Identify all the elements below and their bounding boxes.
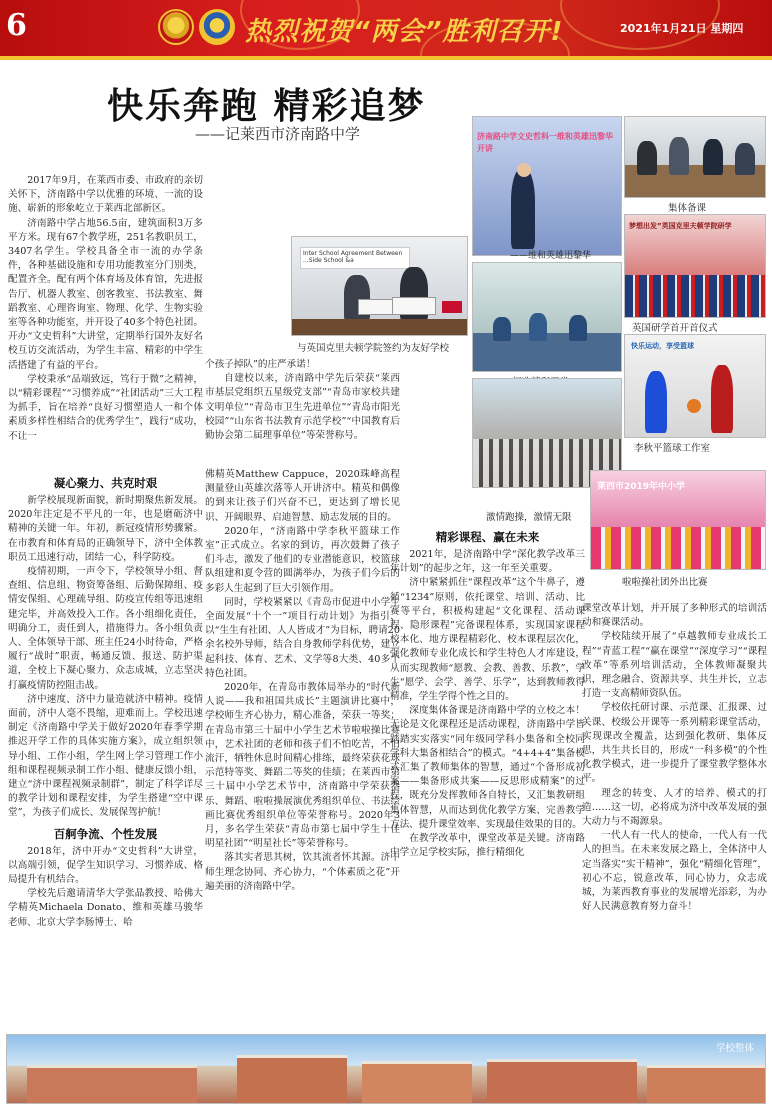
section-heading: 凝心聚力、共克时艰 [53,476,158,490]
intro-paragraph: 学校秉承“品端致远，笃行于微”之精神，以“精彩课程”“习惯养成”“社团活动”三大工程为抓手，旨在培养“良好习惯塑造人一和个体素质多样性相结合的优秀学生”，践行“成功，不让一 [8,373,203,442]
intro-paragraph: 2017年9月，在莱西市委、市政府的亲切关怀下，济南路中学以优雅的环境、一流的设施、崭新的形象屹立于莱西北部新区。 [8,175,203,215]
intro-column [8,174,203,466]
section-one-column [8,470,203,1030]
collective-prep-photo [624,116,766,198]
section-paragraph: 佛精英Matthew Cappuce，2020珠峰高程测量登山英雄次落等人开讲济中。精英和偶像的到来让孩子们兴奋不已，更达到了增长见识、开阔眼界、启迪智慧、励志发展的目的。 [205,469,400,523]
article-subheadline: ——记莱西市济南路中学 [195,125,361,143]
section-heading: 百舸争流、个性发展 [53,826,158,841]
intro-paragraph: 个孩子掉队”的庄严承诺！ [205,359,316,370]
campus-caption: 学校整体 [716,1043,755,1054]
intro-continuation [205,358,400,458]
section-paragraph: 课堂改革计划，并开展了多种形式的培训活动和赛课活动。 [582,603,767,629]
article-headline: 快乐奔跑 精彩追梦 [107,85,426,127]
basketball-photo [624,334,766,438]
section-paragraph: 理念的转变、人才的培养、模式的打造……这一切，必将成为济中改革发展的强大动力与不竭源泉。 [582,787,767,828]
national-emblem-icon [158,9,194,45]
section-paragraph: 新学校展现新面貌，新时期聚焦新发展。2020年注定是不平凡的一年，也是磨砺济中精神的关键一年。年初，新冠疫情形势骤紧。在市教育和体育局的正确领导下，济中全体教职员工迅速行动，团结一心，科学防疫。 [8,495,203,563]
section-paragraph: 疫情初期，一声令下，学校领导小组、督查组、信息组、物资筹备组、后勤保障组、疫情安保组、心理疏导组、防疫宣传组等迅速组建完毕，并高效投入工作。各小组细化责任，明确分工，责任到人，措施得力。各小组负责人、全体领导干部、班主任24小时待命，严格履行“战时”职责，畅通反馈、报送、防护渠道，全校上下凝心聚力、众志成城，立志坚决打赢疫情防控阻击战。 [8,566,203,691]
banner-title: 热烈祝贺“两会”胜利召开! [245,17,564,47]
signing-photo [291,236,468,336]
section-paragraph: 济中速度、济中力量造就济中精神。疫情面前，济中人毫不畏缩，迎难而上。学校迅速制定《济南路中学关于做好2020年春季学期推迟开学工作的具体实施方案》，成立组织领导小组、工作小组，学生网上学习管理工作小组和课程视频录制工作小组、健康反馈小组，建立“济中课程视频录制群”，制定了科学详尽的教学计划和课程安排，为学生搭建“空中课堂”，为孩子们成长、发展保驾护航！ [8,693,203,819]
section-paragraph: 学校陆续开展了“卓越教师专业成长工程”“青蓝工程”“赢在课堂”“深度学习”“课程改革”等系列培训活动，全体教师凝聚共识，理念融合、资源共享、共生并长，立志打造一支高精师资队伍。 [582,631,767,700]
british-caption: 英国研学首开首仪式 [632,323,718,334]
section-four-column [582,602,767,1030]
issue-date: 2021年1月21日 星期四 [620,22,744,35]
section-paragraph: 在教学改革中，课堂改革是关键。济南路中学立足学校实际，推行精细化 [390,833,585,859]
cheerleading-caption: 啦啦操社团外出比赛 [622,577,708,588]
cheer-banner-text: 莱西市2019年中小学 [597,482,686,492]
signing-caption: 与英国克里夫顿学院签约为友好学校 [297,343,450,354]
section-paragraph: 落其实者思其树，饮其流者怀其源。济中师生理念协同、齐心协力，“个体素质之花”开遍美丽的济南路中学。 [205,852,400,892]
running-caption: 激情跑操，激情无限 [486,512,572,523]
hero-lecture-photo [472,116,622,256]
signing-sign: Inter School Agreement Between ...Side School &a [300,247,410,269]
basketball-caption: 李秋平篮球工作室 [634,443,711,454]
cheerleading-photo [590,470,766,570]
section-paragraph: 深度集体备课是济南路中学的立校之本！无论是文化课程还是活动课程，济南路中学皆踏踏实实落实“同年级同学科小集备和全校同学科大集备相结合”的模式。“4+4+4”集备模式汇集了教师集体的智慧，通过“个备形成初案——集备形成共案——反思形成精案”的过程，既充分发挥教师各自特长，又汇集教研组集体智慧，从而达到优化教学方案、完善教学方法、提升课堂效率、实现最佳效果的目的。 [390,705,585,830]
hero-banner-text: 济南路中学文史哲科一维和英雄迅黎华开讲 [477,132,613,153]
section-paragraph: 一代人有一代人的使命，一代人有一代人的担当。在未来发展之路上，全体济中人定当落实“实干精神”，强化“精细化管理”，初心不忘，锐意改革，同心协力，众志成城，为莱西教育事业的发展增光添彩，为办好人民满意教育努力奋斗！ [582,830,767,913]
section-two-column [205,468,400,1030]
section-paragraph: 学校依托研讨课、示范课、汇报课、过关课、校级公开课等一系列精彩课堂活动，实现课改全覆盖，达到强化教研、集体反思，共生共长目的，形成“一科多模”的个性化教学模式，进一步提升了课堂教学整体水平。 [582,702,767,785]
british-ceremony-photo [624,214,766,318]
basketball-banner-text: 快乐运动，享受篮球 [631,342,694,350]
section-paragraph: 2021年，是济南路中学“深化教学改革三年计划”的起步之年，这一年至关重要。 [390,549,585,575]
banner-gold-strip [0,56,772,60]
hero-caption: ——维和英雄迅黎华 [510,251,592,261]
section-heading: 精彩课程、赢在未来 [435,530,540,544]
intro-paragraph: 自建校以来，济南路中学先后荣获“莱西市基层党组织五星级党支部”“青岛市家校共建文明单位”“青岛市卫生先进单位”“青岛市阳光校园”“山东省书法教育示范学校”“中国教育后勤协会第二届理事单位”等荣誉称号。 [205,373,400,442]
classroom-photo [472,262,622,372]
section-paragraph: 学校先后邀请清华大学张晶教授、哈佛大学精英Michaela Donato、维和英雄马骏华老师、北京大学李肠博士、哈 [8,888,203,928]
collective-prep-caption: 集体备课 [668,203,707,214]
page-number: 6 [6,8,27,43]
section-paragraph: 同时，学校紧紧以《青岛市促进中小学生全面发展“十个一”项目行动计划》为指引，以“生生有社团、人人皆成才”为目标，聘请20余名校外导师，结合自身教师学科优势，建立起科技、体育、艺术、文学等8大类、40多个特色社团。 [205,596,400,679]
section-paragraph: 2018年，济中开办“文史哲科”大讲堂，以高端引领，促学生知识学习、习惯养成、格局提升有机结合。 [8,845,203,886]
intro-paragraph: 济南路中学占地56.5亩，建筑面积3万多平方米。现有67个教学班，251名教职员工，3407名学生。学校具备全市一流的办学条件，各种基础设施和专用功能教室分门别类，配置齐全。配有两个体育场及体育馆，先进报告厅、机器人教室、创客教室、书法教室、舞蹈教室、心理咨询室、物理、化学、生物实验室等各种功能室，并开设了40多个特色社团。开办“文史哲科”大讲堂，定期举行国外友好名校互访交流活动，为学生丰富、精彩的中学生活搭建了有益的平台。 [8,217,203,371]
section-paragraph: 2020年，在青岛市教体局举办的“时代新人说——我和祖国共成长”主题演讲比赛中，学校师生齐心协力，精心准备，荣获一等奖；在青岛市第三十届中小学生艺术节啦啦操比赛中，艺术社团的老师和孩子们不怕吃苦，不怕流汗，牺牲休息时间精心排练，最终荣获花球示范特等奖、舞蹈二等奖的佳绩；在莱西市第三十届中小学艺术节中，济南路中学荣获器乐、舞蹈、啦啦操展演优秀组织单位、书法绘画比赛优秀组织单位等荣誉称号。2020年3月，多名学生荣获“青岛市第七届中学生十佳明星社团”“明星社长”等荣誉称号。 [205,682,400,850]
section-paragraph: 2020年，“济南路中学李秋平篮球工作室”正式成立。名家的到访，再次鼓舞了孩子们斗志，激发了他们的专业潜能意识，校篮球队组建和夏令营的圆满举办，为孩子们今后的多彩人生起到了巨大引领作用。 [205,525,400,594]
cppcc-emblem-icon [199,9,235,45]
campus-panorama-photo [6,1034,766,1104]
section-paragraph: 济中紧紧抓住“课程改革”这个牛鼻子，遵循“1234”原则，依托课堂、培训、活动、比赛等平台，积极构建起“文化课程、活动课程、隐形课程”完备课程体系，实现国家课程校本化、地方课程精彩化、校本课程层次化，强化教师专业化成长和学生特色人才库建设，从而实现教师“愿教、会教、善教、乐教”，学生“愿学、会学、善学、乐学”，达到教师教得精准，学生学得个性之目的。 [390,577,585,703]
section-three-column [390,524,585,1030]
british-banner-text: 梦想出发”英国克里夫顿学院研学 [629,222,732,230]
